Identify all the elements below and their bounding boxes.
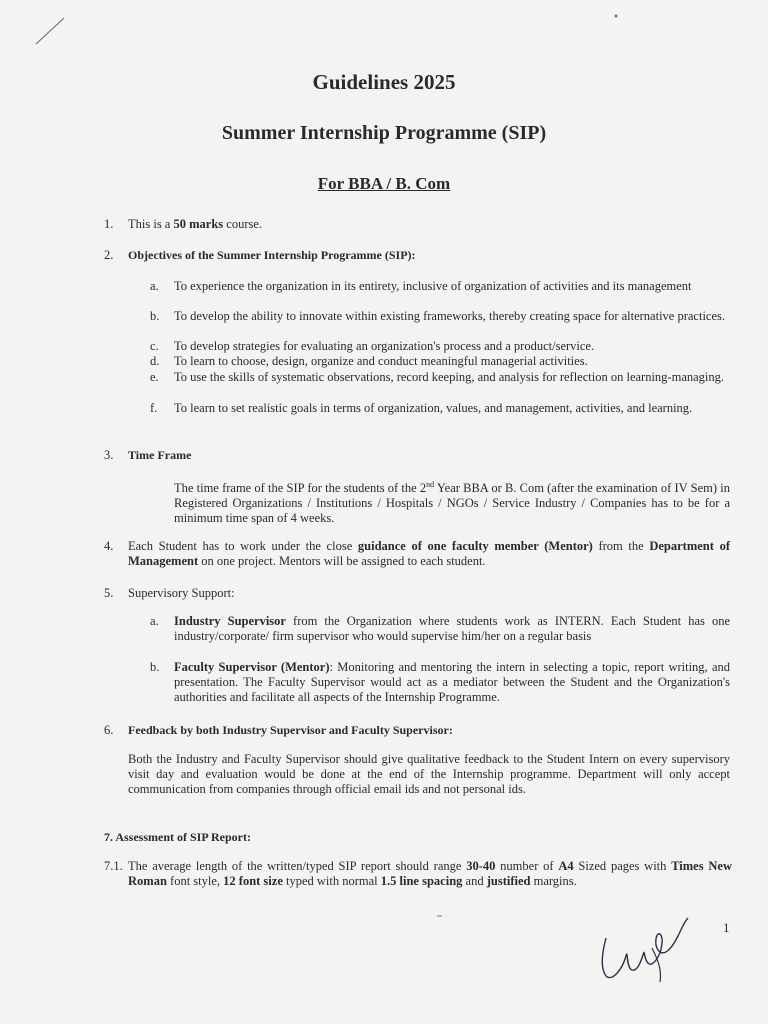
item-7-1-number: 7.1. xyxy=(104,859,123,873)
item-2-number: 2. xyxy=(104,248,114,262)
handwritten-signature xyxy=(592,908,702,988)
item-4-number: 4. xyxy=(104,539,114,553)
support-b-letter: b. xyxy=(150,660,160,674)
item-4-text: Each Student has to work under the close guidance of one faculty member (Mentor) from the Department of Management on one project. Mentors will be assigned to each student. xyxy=(128,539,730,568)
objective-d-text: To learn to choose, design, organize and conduct meaningful managerial activities. xyxy=(174,354,588,368)
support-a-text: Industry Supervisor from the Organization where students work as INTERN. Each Student has one industry/corporate/ firm supervisor who would supervise him/her on a regular basis xyxy=(174,614,730,643)
assessment-heading: 7. Assessment of SIP Report: xyxy=(104,830,251,844)
objective-e-letter: e. xyxy=(150,370,159,384)
objective-b-text: To develop the ability to innovate within existing frameworks, thereby creating space for alternative practices. xyxy=(174,309,726,323)
document-title: Guidelines 2025 xyxy=(312,70,456,94)
document-subtitle: Summer Internship Programme (SIP) xyxy=(221,122,547,144)
pen-stroke-mark xyxy=(30,14,70,48)
item-1-text: This is a 50 marks course. xyxy=(128,217,263,231)
objective-d-letter: d. xyxy=(150,354,160,368)
feedback-heading: Feedback by both Industry Supervisor and Faculty Supervisor: xyxy=(128,723,453,737)
time-frame-heading: Time Frame xyxy=(128,448,192,462)
feedback-text: Both the Industry and Faculty Supervisor should give qualitative feedback to the Student Intern on every supervisory visit day and evaluation would be done at the end of the Internship programme. Department will only accept communication from companies through official email ids and not personal ids. xyxy=(128,752,730,796)
support-a-letter: a. xyxy=(150,614,159,628)
stray-dash-mark xyxy=(436,913,444,919)
item-1-number: 1. xyxy=(104,217,114,231)
support-b-text: Faculty Supervisor (Mentor): Monitoring and mentoring the intern in selecting a topic, report writing, and presentation. The Faculty Supervisor would act as a mediator between the Student and the Organization's authorities and facilitate all aspects of the Internship Programme. xyxy=(174,660,731,704)
item-6-number: 6. xyxy=(104,723,114,737)
objective-a-letter: a. xyxy=(150,279,159,293)
objectives-heading: Objectives of the Summer Internship Programme (SIP): xyxy=(128,248,416,262)
item-3-number: 3. xyxy=(104,448,114,462)
objective-b-letter: b. xyxy=(150,309,160,323)
objective-f-text: To learn to set realistic goals in terms of organization, values, and management, activities, and learning. xyxy=(174,401,693,415)
supervisory-support-heading: Supervisory Support: xyxy=(128,586,235,600)
objective-c-text: To develop strategies for evaluating an organization's process and a product/service. xyxy=(174,339,595,353)
item-5-number: 5. xyxy=(104,586,114,600)
objective-e-text: To use the skills of systematic observations, record keeping, and analysis for reflection on learning-managing. xyxy=(174,370,725,384)
objective-c-letter: c. xyxy=(150,339,159,353)
objective-f-letter: f. xyxy=(150,401,158,415)
stray-dot-mark xyxy=(612,12,620,20)
time-frame-text: The time frame of the SIP for the students of the 2nd Year BBA or B. Com (after the examination of IV Sem) in Registered Organizations / Institutions / Hospitals / NGOs / Service Industry / Companies has to be for a minimum time span of 4 weeks. xyxy=(174,480,730,526)
item-7-1-text: The average length of the written/typed SIP report should range 30-40 number of A4 Sized pages with Times New Roman font style, 12 font size typed with normal 1.5 line spacing and justified margins. xyxy=(128,859,732,888)
objective-a-text: To experience the organization in its entirety, inclusive of organization of activities and its management xyxy=(174,279,692,293)
page-number: 1 xyxy=(723,920,730,935)
program-heading: For BBA / B. Com xyxy=(317,174,451,193)
